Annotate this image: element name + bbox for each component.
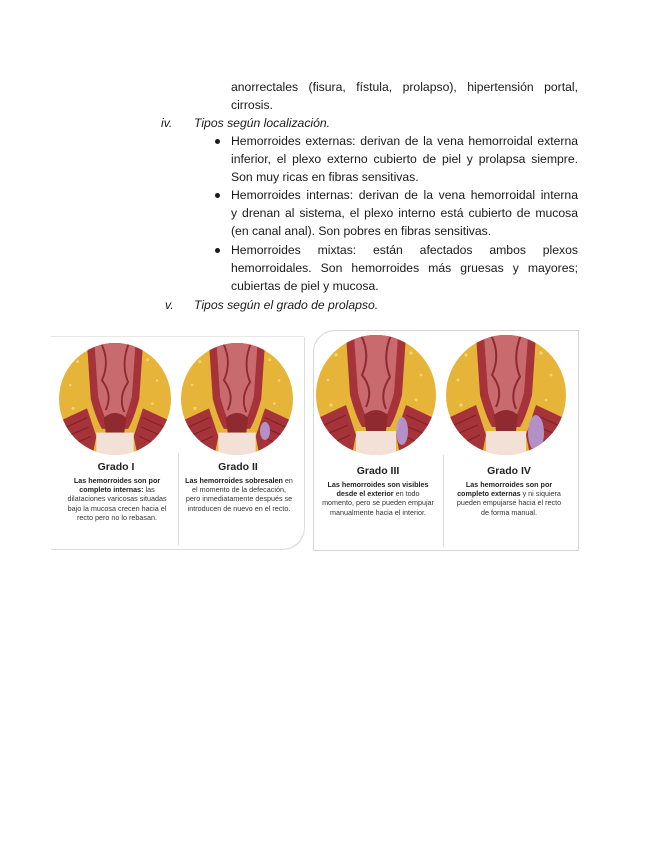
grado-1-caption-rest: las dilataciones varicosas situadas bajo la mucosa crecen hacia el recto pero no lo rebasan. bbox=[67, 485, 167, 522]
figure-grados-1-2 bbox=[50, 336, 304, 549]
grado-1-caption-bold: Las hemorroides son por completo internas: bbox=[73, 476, 161, 495]
paragraph-line-1: anorrectales (fisura, fístula, prolapso), hipertensión portal, bbox=[231, 80, 578, 94]
bullet-3-line-1: Hemorroides mixtas: están afectados ambos plexos bbox=[231, 243, 578, 257]
list-numeral-iv: iv. bbox=[161, 116, 173, 130]
figure-divider bbox=[443, 455, 444, 547]
bullet-3-line-2: hemorroidales. Son hemorroides más gruesas y mayores; bbox=[231, 261, 578, 275]
grado-1-caption bbox=[64, 476, 170, 522]
bullet-1-line-1: Hemorroides externas: derivan de la vena hemorroidal externa bbox=[231, 134, 578, 148]
bullet-3-line-3: cubiertas de piel y mucosa. bbox=[231, 279, 379, 293]
bullet-2-line-2: y drenan al sistema, el plexo interno está cubierto de mucosa bbox=[231, 206, 578, 220]
bullet-1-line-2: inferior, el plexo externo cubierto de piel y prolapsa siempre. bbox=[231, 152, 578, 166]
grado-4-caption bbox=[452, 480, 566, 517]
bullet-2-line-1: Hemorroides internas: derivan de la vena hemorroidal interna bbox=[231, 188, 578, 202]
grado-2-title: Grado II bbox=[218, 461, 258, 473]
heading-localizacion: Tipos según localización. bbox=[194, 116, 331, 130]
heading-grado-prolapso: Tipos según el grado de prolapso. bbox=[194, 298, 379, 312]
bullet-1 bbox=[215, 139, 220, 144]
anatomy-illustration-grado-4 bbox=[446, 335, 566, 455]
anatomy-illustration-grado-2 bbox=[181, 343, 293, 455]
grado-3-caption-rest: en todo momento, pero se pueden empujar manualmente hacia el interior. bbox=[322, 489, 434, 517]
list-numeral-v: v. bbox=[165, 298, 174, 312]
bullet-2 bbox=[215, 193, 220, 198]
bullet-3 bbox=[215, 248, 220, 253]
grado-2-caption-rest: en el momento de la defecación, pero inmediatamente después se introducen de nuevo en el recto. bbox=[185, 476, 293, 513]
bullet-1-line-3: Son muy ricas en fibras sensitivas. bbox=[231, 170, 419, 184]
grado-1-title: Grado I bbox=[97, 461, 135, 473]
grado-2-caption-bold: Las hemorroides sobresalen bbox=[185, 476, 283, 485]
grado-3-title: Grado III bbox=[356, 465, 400, 477]
anatomy-illustration-grado-1 bbox=[59, 343, 171, 455]
grado-3-caption bbox=[322, 480, 434, 517]
grado-2-caption bbox=[184, 476, 294, 513]
paragraph-line-2: cirrosis. bbox=[231, 98, 273, 112]
grado-3-caption-bold: Las hemorroides son visibles desde el exterior bbox=[327, 480, 429, 499]
bullet-2-line-3: (en canal anal). Son pobres en fibras sensitivas. bbox=[231, 224, 492, 238]
grado-4-caption-bold: Las hemorroides son por completo externas bbox=[457, 480, 553, 499]
figure-grados-3-4 bbox=[313, 330, 579, 551]
anatomy-illustration-grado-3 bbox=[316, 335, 436, 455]
figure-divider bbox=[178, 453, 179, 545]
grado-4-caption-rest: y ni siquiera pueden empujarse hacia el recto de forma manual. bbox=[456, 489, 562, 517]
grado-4-title: Grado IV bbox=[487, 465, 531, 477]
